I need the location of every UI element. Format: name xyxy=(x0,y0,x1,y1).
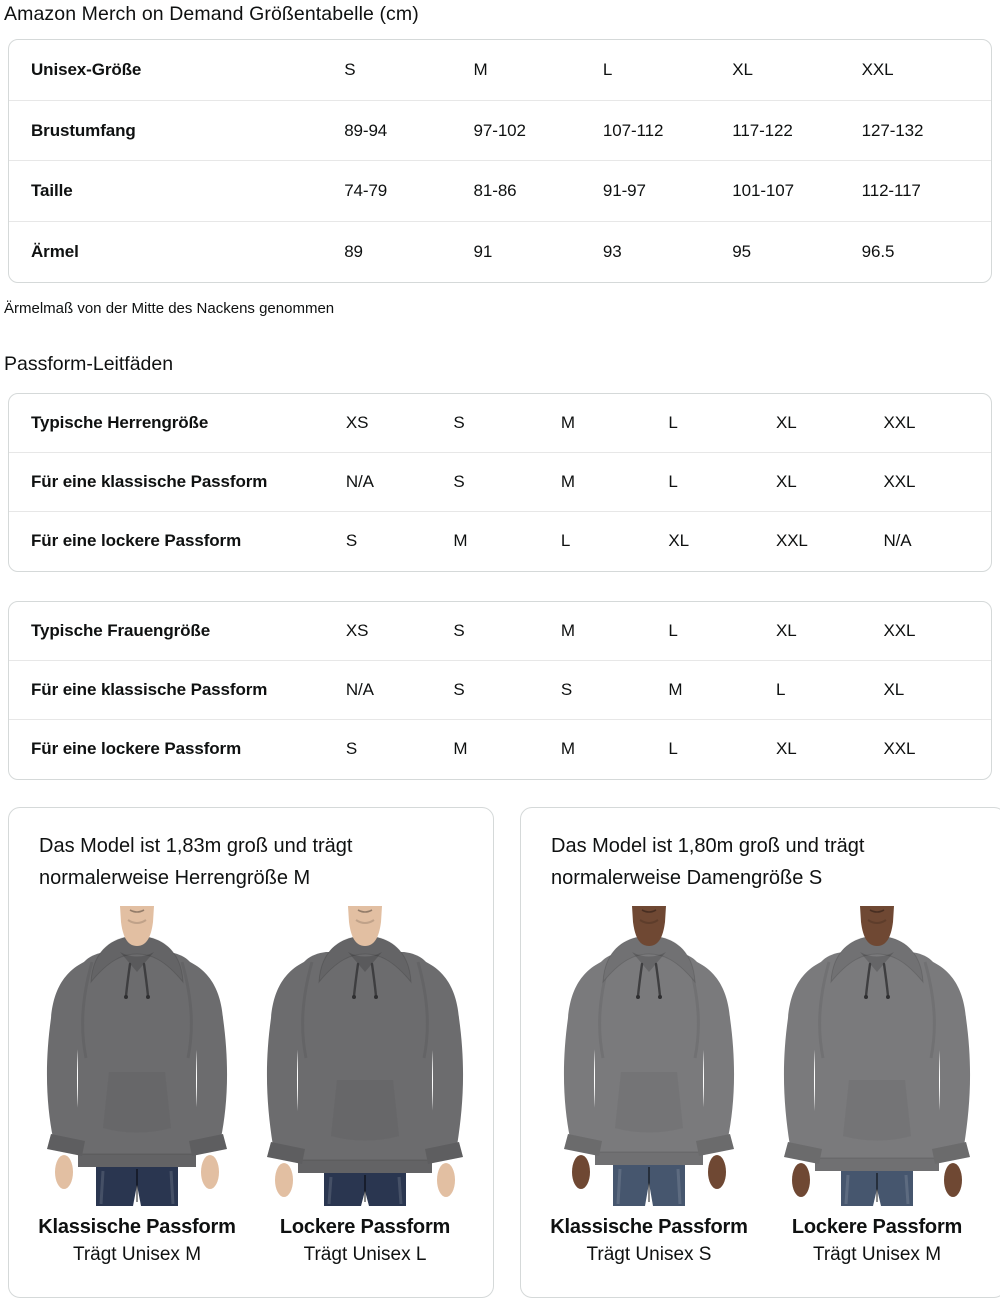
cell: XL xyxy=(883,680,905,700)
cell: S xyxy=(344,59,356,79)
row-label: Ärmel xyxy=(31,241,79,261)
fit-guides-heading: Passform-Leitfäden xyxy=(4,352,174,375)
mens-model-card xyxy=(8,807,494,1298)
womens-model-card xyxy=(520,807,1000,1298)
cell: XL xyxy=(668,531,690,551)
model-photo-male-loose xyxy=(260,906,470,1206)
cell: M xyxy=(560,412,575,432)
cell: XL xyxy=(775,620,797,640)
row-label: Typische Herrengröße xyxy=(31,412,209,432)
cell: XL xyxy=(775,472,797,492)
model-cards xyxy=(8,807,992,1298)
cell: XXL xyxy=(883,620,916,640)
page-title: Amazon Merch on Demand Größentabelle (cm) xyxy=(4,3,419,25)
cell: M xyxy=(560,620,575,640)
cell: XS xyxy=(345,620,369,640)
cell: M xyxy=(560,739,575,759)
table-row xyxy=(9,602,991,660)
row-label: Typische Frauengröße xyxy=(31,620,211,640)
table-row xyxy=(9,511,991,570)
cell: M xyxy=(668,680,683,700)
cell: 81-86 xyxy=(473,181,517,201)
cell: L xyxy=(775,680,786,700)
cell: 95 xyxy=(732,241,751,261)
cell: 97-102 xyxy=(473,120,526,140)
cell: S xyxy=(453,680,465,700)
cell: M xyxy=(560,472,575,492)
cell: 91-97 xyxy=(602,181,646,201)
cell: 112-117 xyxy=(861,181,921,201)
model-description: Das Model ist 1,80m groß und trägt normalerweise Damengröße S xyxy=(551,834,865,889)
fit-label: Klassische Passform xyxy=(550,1215,748,1238)
cell: XL xyxy=(775,739,797,759)
table-row xyxy=(9,719,991,778)
cell: XXL xyxy=(883,472,916,492)
model-photo-female-loose xyxy=(772,906,982,1206)
model-figure xyxy=(771,906,983,1266)
size-label: Trägt Unisex M xyxy=(812,1243,942,1265)
model-photo-male-classic xyxy=(32,906,242,1206)
cell: XS xyxy=(345,412,369,432)
cell: S xyxy=(453,412,465,432)
table-row xyxy=(9,452,991,511)
model-figure xyxy=(543,906,755,1266)
cell: XXL xyxy=(883,739,916,759)
sleeve-measure-note: Ärmelmaß von der Mitte des Nackens genommen xyxy=(4,299,335,317)
row-label: Für eine lockere Passform xyxy=(31,531,242,551)
table-row xyxy=(9,40,991,100)
mens-fit-table xyxy=(8,393,992,572)
cell: M xyxy=(453,739,468,759)
cell: M xyxy=(453,531,468,551)
row-label: Für eine klassische Passform xyxy=(31,472,268,492)
cell: 89-94 xyxy=(344,120,388,140)
row-label: Brustumfang xyxy=(31,120,136,140)
row-label: Für eine lockere Passform xyxy=(31,739,242,759)
cell: N/A xyxy=(883,531,912,551)
cell: S xyxy=(345,531,358,551)
table-row xyxy=(9,221,991,282)
cell: XXL xyxy=(861,59,894,79)
cell: 74-79 xyxy=(344,181,388,201)
cell: L xyxy=(668,620,678,640)
model-figures xyxy=(31,906,471,1266)
model-description: Das Model ist 1,83m groß und trägt normalerweise Herrengröße M xyxy=(39,834,353,889)
size-label: Trägt Unisex M xyxy=(72,1243,202,1265)
row-label: Unisex-Größe xyxy=(31,59,142,79)
cell: L xyxy=(560,531,571,551)
fit-label: Klassische Passform xyxy=(38,1215,236,1238)
size-label: Trägt Unisex L xyxy=(303,1243,427,1265)
row-label: Taille xyxy=(31,181,73,201)
table-row xyxy=(9,660,991,719)
cell: XL xyxy=(775,412,797,432)
cell: 89 xyxy=(344,241,363,261)
cell: 127-132 xyxy=(861,120,924,140)
cell: S xyxy=(453,472,465,492)
cell: M xyxy=(473,59,488,79)
model-figures xyxy=(543,906,983,1266)
cell: 117-122 xyxy=(732,120,793,140)
unisex-size-table xyxy=(8,39,992,283)
table-row xyxy=(9,394,991,452)
model-figure xyxy=(259,906,471,1266)
cell: L xyxy=(668,472,678,492)
cell: L xyxy=(668,739,678,759)
cell: N/A xyxy=(345,680,374,700)
fit-label: Lockere Passform xyxy=(279,1215,451,1238)
cell: 101-107 xyxy=(732,181,794,201)
cell: S xyxy=(560,680,573,700)
cell: XXL xyxy=(883,412,916,432)
cell: 91 xyxy=(473,241,493,261)
table-row xyxy=(9,100,991,161)
fit-label: Lockere Passform xyxy=(791,1215,963,1238)
model-figure xyxy=(31,906,243,1266)
row-label: Für eine klassische Passform xyxy=(31,680,268,700)
cell: XL xyxy=(732,59,753,79)
size-label: Trägt Unisex S xyxy=(586,1243,712,1265)
cell: S xyxy=(345,739,358,759)
cell: S xyxy=(453,620,465,640)
cell: 107-112 xyxy=(602,120,664,140)
cell: L xyxy=(602,59,613,79)
womens-fit-table xyxy=(8,601,992,780)
model-photo-female-classic xyxy=(544,906,754,1206)
cell: 96.5 xyxy=(861,241,895,261)
cell: N/A xyxy=(345,472,374,492)
cell: XXL xyxy=(775,531,808,551)
cell: 93 xyxy=(602,241,622,261)
table-row xyxy=(9,160,991,221)
cell: L xyxy=(668,412,678,432)
